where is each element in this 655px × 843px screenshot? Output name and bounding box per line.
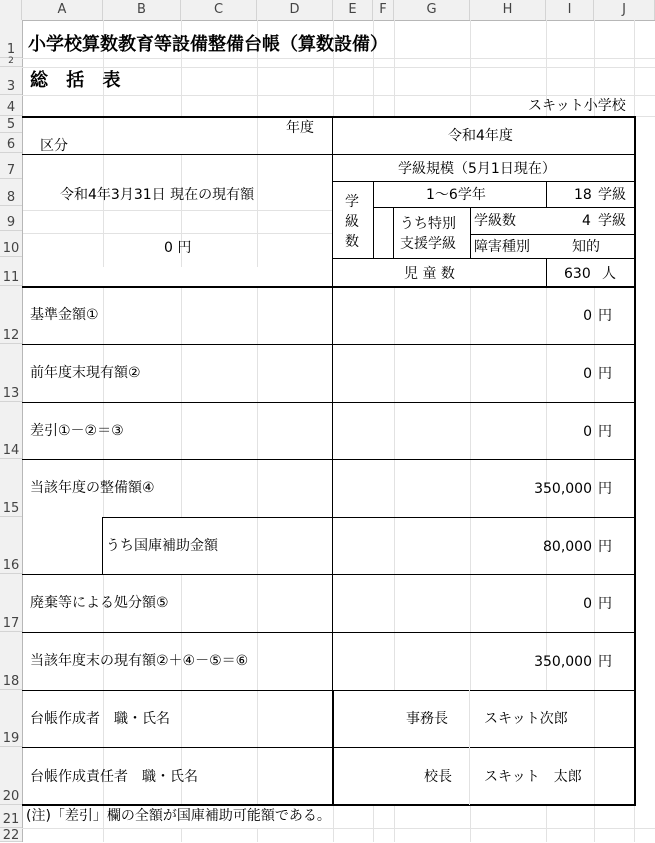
school-name: スキット小学校 — [528, 98, 626, 114]
row-header-20[interactable]: 20 — [0, 747, 22, 805]
row-header-bar — [0, 20, 23, 842]
current-holding-label: 令和4年3月31日 現在の現有額 — [60, 187, 255, 203]
row-header-6[interactable]: 6 — [0, 133, 22, 153]
current-holding-value: 0 円 — [164, 240, 192, 256]
creator-label: 台帳作成者 職・氏名 — [30, 711, 170, 727]
responsible-title: 校長 — [424, 769, 452, 785]
column-header-g[interactable]: G — [394, 0, 470, 20]
select-all-corner[interactable] — [0, 0, 22, 20]
row-header-22[interactable]: 22 — [0, 828, 22, 842]
column-header-f[interactable]: F — [373, 0, 394, 20]
header-fiscal-year: 令和4年度 — [448, 128, 513, 144]
grade-class-count: 18 — [574, 187, 592, 203]
column-header-i[interactable]: I — [546, 0, 594, 20]
column-header-e[interactable]: E — [333, 0, 373, 20]
gakkyu-char-2: 級 — [345, 214, 359, 230]
item-yen: 円 — [598, 596, 612, 612]
column-header-c[interactable]: C — [181, 0, 257, 20]
item-yen: 円 — [598, 654, 612, 670]
item-value-prev-holding: 0 — [583, 366, 592, 382]
row-header-4[interactable]: 4 — [0, 95, 22, 116]
item-value-difference: 0 — [583, 424, 592, 440]
special-class-unit: 学級 — [598, 213, 626, 229]
responsible-label: 台帳作成責任者 職・氏名 — [30, 769, 198, 785]
item-value-maintenance: 350,000 — [534, 481, 592, 497]
sheet-subtitle: 総 括 表 — [30, 70, 127, 91]
item-value-disposal: 0 — [583, 596, 592, 612]
row-header-1[interactable]: 1 — [0, 20, 22, 58]
disability-type-label: 障害種別 — [474, 239, 530, 255]
item-yen: 円 — [598, 481, 612, 497]
item-label-national-subsidy: うち国庫補助金額 — [106, 538, 218, 554]
item-label-difference: 差引①－②＝③ — [30, 423, 124, 439]
row-header-3[interactable]: 3 — [0, 67, 22, 95]
footnote: (注)「差引」欄の全額が国庫補助可能額である。 — [26, 808, 331, 824]
item-label-disposal: 廃棄等による処分額⑤ — [30, 595, 169, 611]
students-count: 630 — [564, 266, 591, 282]
row-header-19[interactable]: 19 — [0, 690, 22, 747]
gakkyu-char-1: 学 — [345, 194, 359, 210]
column-header-bar — [0, 0, 655, 21]
item-yen: 円 — [598, 366, 612, 382]
header-kubun: 区分 — [40, 138, 68, 154]
item-label-year-end-holding: 当該年度末の現有額②＋④－⑤＝⑥ — [30, 653, 249, 669]
row-header-18[interactable]: 18 — [0, 632, 22, 690]
row-header-11[interactable]: 11 — [0, 257, 22, 286]
students-label: 児 童 数 — [404, 266, 455, 282]
column-header-d[interactable]: D — [257, 0, 333, 20]
row-header-10[interactable]: 10 — [0, 231, 22, 257]
special-class-count-label: 学級数 — [474, 213, 516, 229]
column-header-h[interactable]: H — [470, 0, 546, 20]
row-header-15[interactable]: 15 — [0, 459, 22, 517]
row-header-5[interactable]: 5 — [0, 116, 22, 133]
special-label-line2: 支援学級 — [400, 236, 456, 252]
responsible-name: スキット 太郎 — [484, 769, 582, 785]
item-label-maintenance: 当該年度の整備額④ — [30, 480, 155, 496]
item-label-base-amount: 基準金額① — [30, 307, 99, 323]
item-yen: 円 — [598, 308, 612, 324]
row-header-12[interactable]: 12 — [0, 286, 22, 344]
row-header-8[interactable]: 8 — [0, 179, 22, 206]
creator-title: 事務長 — [406, 711, 448, 727]
item-value-national-subsidy: 80,000 — [543, 539, 592, 555]
item-label-prev-holding: 前年度末現有額② — [30, 365, 141, 381]
sheet-title: 小学校算数教育等設備整備台帳（算数設備） — [28, 34, 388, 55]
special-class-count: 4 — [582, 213, 591, 229]
row-header-14[interactable]: 14 — [0, 402, 22, 459]
row-header-7[interactable]: 7 — [0, 153, 22, 179]
creator-name: スキット次郎 — [484, 711, 568, 727]
row-header-21[interactable]: 21 — [0, 805, 22, 828]
class-scale-label: 学級規模（5月1日現在） — [398, 161, 556, 177]
grade-range: 1～6学年 — [426, 187, 486, 203]
row-header-2[interactable]: 2 — [0, 58, 22, 67]
row-header-9[interactable]: 9 — [0, 206, 22, 231]
row-header-13[interactable]: 13 — [0, 344, 22, 402]
row-header-16[interactable]: 16 — [0, 517, 22, 574]
column-header-a[interactable]: A — [22, 0, 103, 20]
row-header-17[interactable]: 17 — [0, 574, 22, 632]
column-header-j[interactable]: J — [594, 0, 655, 20]
item-value-base-amount: 0 — [583, 308, 592, 324]
item-yen: 円 — [598, 539, 612, 555]
disability-type-value: 知的 — [572, 239, 600, 255]
students-unit: 人 — [602, 266, 616, 282]
grade-class-unit: 学級 — [598, 187, 626, 203]
gakkyu-char-3: 数 — [345, 234, 359, 250]
header-nendo: 年度 — [286, 120, 314, 136]
column-header-b[interactable]: B — [103, 0, 181, 20]
special-label-line1: うち特別 — [400, 216, 456, 232]
item-value-year-end-holding: 350,000 — [534, 654, 592, 670]
item-yen: 円 — [598, 424, 612, 440]
